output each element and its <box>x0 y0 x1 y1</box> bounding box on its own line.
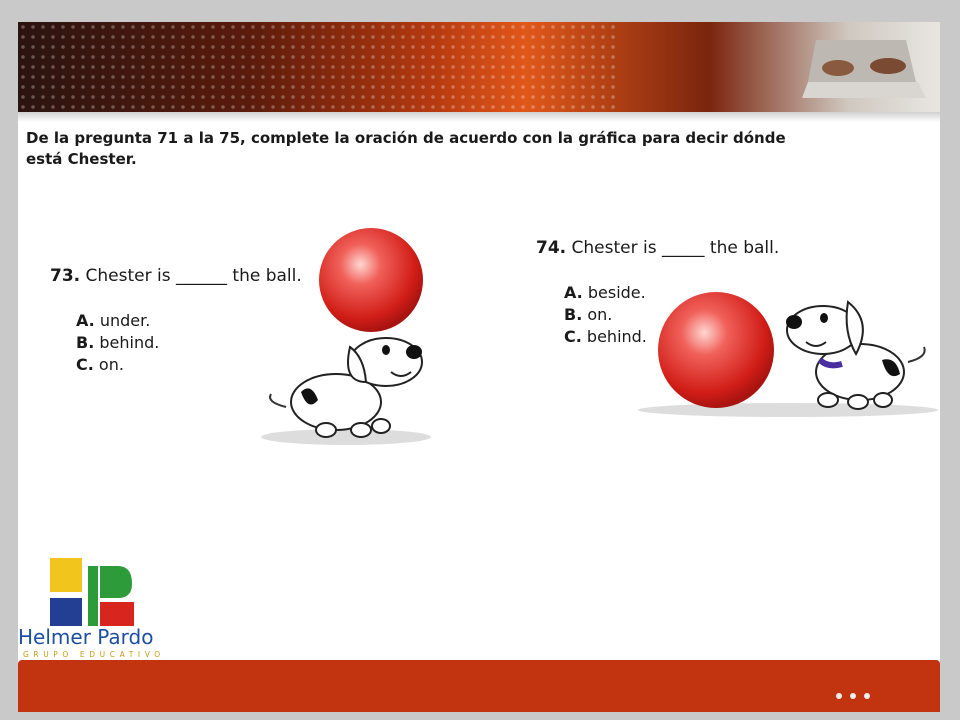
dog-beside-ball-illustration <box>628 262 938 422</box>
question-text: Chester is _____ the ball. <box>571 238 780 258</box>
logo-name: Helmer Pardo <box>18 625 154 649</box>
dog-under-ball-illustration <box>246 222 446 452</box>
option-a[interactable]: A. beside. <box>564 283 646 302</box>
dog-icon <box>786 302 925 409</box>
footer-decoration <box>828 684 870 703</box>
dot-icon <box>836 693 842 699</box>
laptop-image <box>798 32 928 102</box>
option-a[interactable]: A. under. <box>76 311 151 330</box>
header-banner <box>18 22 940 112</box>
banner-shadow <box>18 112 940 122</box>
options-73 <box>76 310 159 376</box>
question-text: Chester is ______ the ball. <box>85 266 302 286</box>
slide <box>18 22 940 712</box>
option-b[interactable]: B. on. <box>564 305 613 324</box>
dog-icon <box>270 338 422 437</box>
footer-bar <box>18 660 940 712</box>
question-number: 73. <box>50 266 81 286</box>
option-c[interactable]: C. on. <box>76 355 124 374</box>
question-74 <box>536 238 779 258</box>
dot-icon <box>850 693 856 699</box>
question-number: 74. <box>536 238 567 258</box>
red-ball-icon <box>658 292 774 408</box>
banner-dot-pattern <box>18 22 618 112</box>
option-c[interactable]: C. behind. <box>564 327 647 346</box>
red-ball-icon <box>319 228 423 332</box>
dot-icon <box>864 693 870 699</box>
logo-subtitle: GRUPO EDUCATIVO <box>23 650 165 659</box>
option-b[interactable]: B. behind. <box>76 333 160 352</box>
instruction-text: De la pregunta 71 a la 75, complete la oración de acuerdo con la gráfica para decir dónde está Chester. <box>26 129 786 168</box>
